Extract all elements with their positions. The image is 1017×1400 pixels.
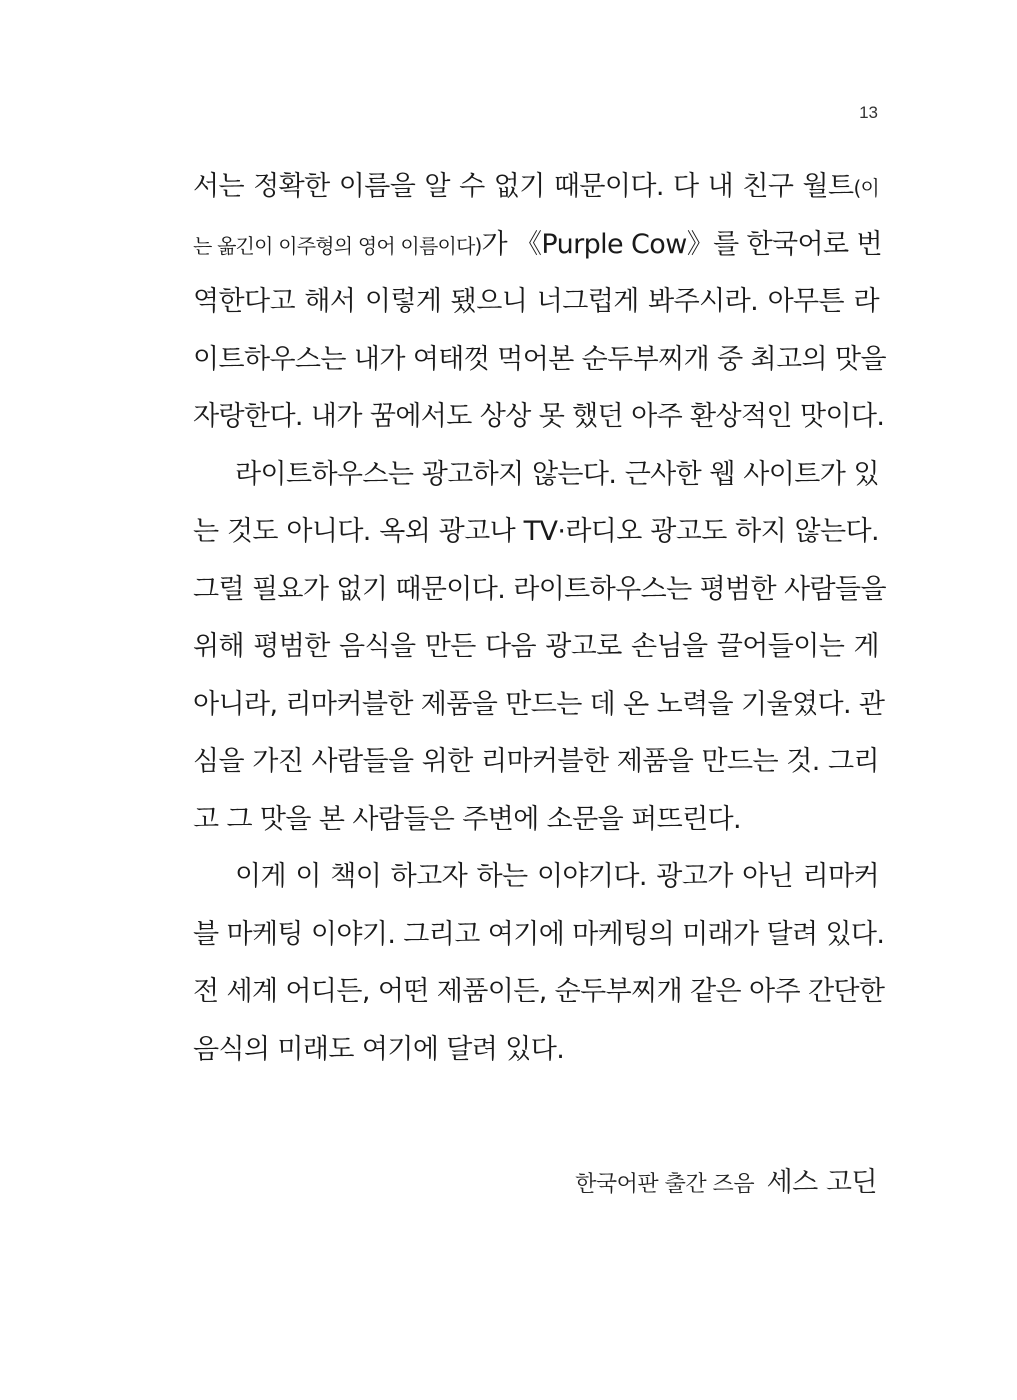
text-line: 음식의 미래도 여기에 달려 있다. [193,1033,565,1065]
translator-note: (이 [853,176,879,200]
text-line: 위해 평범한 음식을 만든 다음 광고로 손님을 끌어들이는 게 [193,631,879,662]
text-line: 라이트하우스는 광고하지 않는다. 근사한 웹 사이트가 있 [235,458,879,490]
text-line: 블 마케팅 이야기. 그리고 여기에 마케팅의 미래가 달려 있다. [193,918,885,950]
text-line: 전 세계 어디든, 어떤 제품이든, 순두부찌개 같은 아주 간단한 [193,976,885,1007]
text-line [193,158,879,216]
text-line: 이게 이 책이 하고자 하는 이야기다. 광고가 아닌 리마커 [235,861,879,892]
text-line: 이트하우스는 내가 여태껏 먹어본 순두부찌개 중 최고의 맛을 [193,343,886,375]
paragraph-2 [193,446,886,849]
text-line: 자랑한다. 내가 꿈에서도 상상 못 했던 아주 환상적인 맛이다. [193,401,885,432]
text-line: 심을 가진 사람들을 위한 리마커블한 제품을 만드는 것. 그리 [193,746,879,777]
text-line: 고 그 맛을 본 사람들은 주변에 소문을 퍼뜨린다. [193,803,742,835]
translator-note: 는 옮긴이 이주형의 영어 이름이다) [193,233,482,258]
page-number: 13 [859,103,878,122]
signature-prefix: 한국어판 출간 즈음 [575,1172,755,1197]
signature-author: 세스 고딘 [766,1167,877,1198]
text-line: 아니라, 리마커블한 제품을 만드는 데 온 노력을 기울였다. 관 [193,688,885,720]
line-text: 서는 정확한 이름을 알 수 없기 때문이다. 다 내 친구 월트 [193,171,854,202]
text-line [193,216,882,274]
body-text [193,158,886,1078]
signature [575,1160,877,1199]
paragraph-1 [193,158,886,446]
text-line: 그럴 필요가 없기 때문이다. 라이트하우스는 평범한 사람들을 [193,573,886,605]
text-line: 역한다고 해서 이렇게 됐으니 너그럽게 봐주시라. 아무튼 라 [193,286,879,317]
text-line: 는 것도 아니다. 옥외 광고나 TV·라디오 광고도 하지 않는다. [193,516,879,547]
line-text: 가 《Purple Cow》를 한국어로 번 [481,228,882,260]
paragraph-3 [193,848,885,1078]
